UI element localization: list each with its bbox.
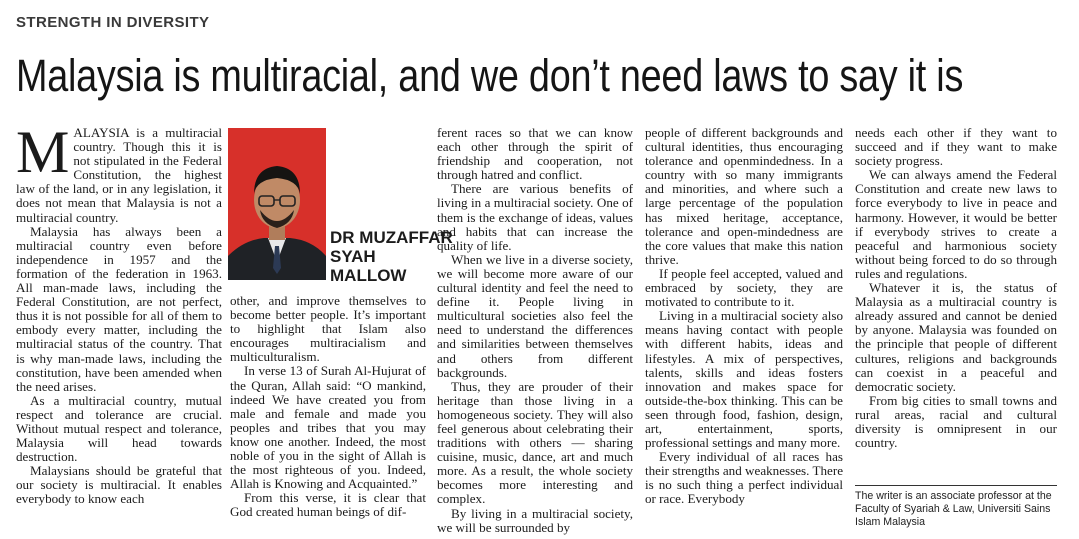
author-name-line: SYAH: [330, 247, 376, 266]
article-column-1: [16, 119, 222, 507]
author-name-line: DR MUZAFFAR: [330, 228, 453, 247]
author-bio: The writer is an associate professor at the Faculty of Syariah & Law, Universiti Sains Islam Malaysia: [855, 490, 1052, 528]
author-byline: [330, 228, 453, 285]
article-column-2: [230, 294, 426, 520]
article-column-3: [437, 126, 633, 535]
paragraph: From big cities to small towns and rural areas, racial and cultural diversity is omnipresent in our country.: [855, 392, 1057, 451]
paragraph: ferent races so that we can know each other through the spirit of friendship and cooperation, not through hatred and conflict.: [437, 125, 633, 183]
paragraph: Thus, they are prouder of their heritage than those living in a homogeneous society. They will also feel generous about celebrating their traditions with others — sharing cuisine, music, dance, art and much more. As a result, the whole society becomes more interesting and complex.: [437, 378, 633, 507]
drop-cap: M: [16, 119, 70, 185]
paragraph: Living in a multiracial society also means having contact with people with different habits, ideas and lifestyles. A mix of perspectives, talents, skills and ideas fosters innovation and makes space for outside-the-box thinking. This can be seen through food, fashion, design, art, entertainment, sports, professional settings and many more.: [645, 308, 843, 451]
paragraph: Every individual of all races has their strengths and weaknesses. There is no such thing a perfect individual or race. Everybody: [645, 449, 843, 507]
paragraph: From this verse, it is clear that God created human beings of dif-: [230, 490, 426, 520]
paragraph: needs each other if they want to succeed and if they want to make society progress.: [855, 125, 1057, 169]
paragraph: We can always amend the Federal Constitution and create new laws to force everybody to live in peace and harmony. However, it would be better if everybody strives to create a peaceful and harmonious society without being forced to do so through rules and regulations.: [855, 167, 1057, 281]
section-kicker: STRENGTH IN DIVERSITY: [16, 14, 210, 31]
paragraph: people of different backgrounds and cultural identities, thus encouraging tolerance and openmindedness. In a country with so many immigrants and minorities, and where such a large percentage of the population has mixed heritage, acceptance, tolerance and open-mindedness are the core values that make this nation thrive.: [645, 125, 843, 267]
article-column-4: [645, 126, 843, 507]
paragraph: By living in a multiracial society, we will be surrounded by: [437, 505, 633, 535]
paragraph: When we live in a diverse society, we will become more aware of our cultural identity and feel the need to define it. People living in multicultural societies also feel the need to understand the differences and similarities between themselves and others from different backgrounds.: [437, 251, 633, 380]
paragraph: As a multiracial country, mutual respect and tolerance are crucial. Without mutual respect and tolerance, Malaysia will head towards destruction.: [16, 392, 222, 465]
paragraph: other, and improve themselves to become better people. It’s important to highlight that Islam also encourages multiracialism and multiculturalism.: [230, 293, 426, 365]
bio-divider: [855, 485, 1057, 486]
paragraph: If people feel accepted, valued and embraced by society, they are motivated to contribute to it.: [645, 265, 843, 310]
paragraph: Malaysia has always been a multiracial country even before independence in 1957 and the formation of the federation in 1963. All man-made laws, including the Federal Constitution, are not perfect, thus it is not possible for all of them to embody every matter, including the multiracial status of the country. That is why man-made laws, including the constitution, have been amended when the need arises.: [16, 223, 222, 394]
article-column-5: [855, 126, 1057, 450]
paragraph: In verse 13 of Surah Al-Hujurat of the Quran, Allah said: “O mankind, indeed We have created you from male and female and made you peoples and tribes that you may know one another. Indeed, the most noble of you in the sight of Allah is the most righteous of you. Indeed, Allah is Knowing and Acquainted.”: [230, 363, 426, 492]
paragraph: MALAYSIA is a multiracial country. Though this it is not stipulated in the Federal Constitution, the highest law of the land, or in any legislation, it does not mean that Malaysia is not a multiracial country.: [16, 119, 222, 225]
author-photo: [228, 128, 326, 280]
headline: Malaysia is multiracial, and we don’t need laws to say it is: [16, 50, 964, 101]
author-portrait-image: [228, 128, 326, 280]
paragraph: Malaysians should be grateful that our society is multiracial. It enables everybody to know each: [16, 463, 222, 507]
author-name-line: MALLOW: [330, 266, 407, 285]
paragraph: There are various benefits of living in a multiracial society. One of them is the exchange of ideas, values and habits that can increase the quality of life.: [437, 181, 633, 253]
paragraph: Whatever it is, the status of Malaysia as a multiracial country is already assured and cannot be denied by anyone. Malaysia was founded on the principle that people of different cultures, religions and backgrounds can coexist in a peaceful and democratic society.: [855, 280, 1057, 394]
